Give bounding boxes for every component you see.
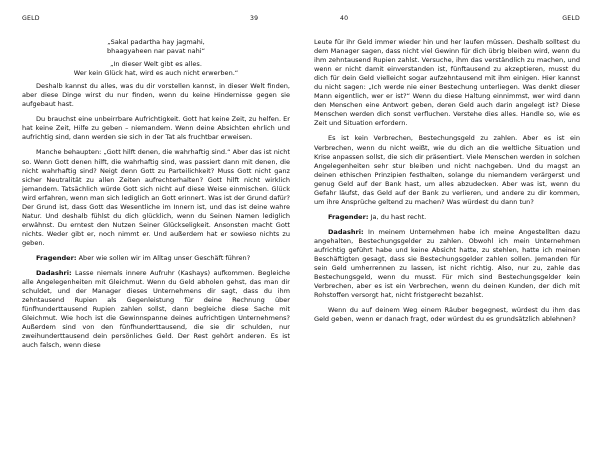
questioner-label: Fragender: — [36, 253, 77, 262]
question-text: Aber wie sollen wir im Alltag unser Geschäft führen? — [78, 253, 251, 262]
right-page-header — [314, 14, 580, 24]
quote-line-1: „In dieser Welt gibt es alles. — [110, 60, 202, 69]
paragraph-1: Leute für ihr Geld immer wieder hin und her laufen müssen. Deshalb solltest du dem Manager sagen, dass nicht viel Gewinn für dich übrig bleiben wird, wenn du ihm zehntausend Rupien zahlst. Versuche, ihm das verständlich zu machen, und wenn er nicht damit einverstanden ist, fünftausend zu akzeptieren, musst du dich für dein Geld vielleicht sogar aufzehntausend mit ihm einigen. Hier kannst du nicht sagen: „Ich werde nie einer Bestechung unterliegen. Was denkt dieser Mann eigentlich, wer er ist?“ Wenn du diese Haltung einnimmst, wer wird dann den Menschen eine Antwort geben, deren Geld auch darin angelegt ist? Diese Menschen werden dich sonst verfluchen. Verstehe dies alles. Handle so, wie es Zeit und Situation erfordern. — [314, 38, 580, 128]
answer-text: Lasse niemals innere Aufruhr (Kashays) aufkommen. Begleiche alle Angelegenheiten mit Gleichmut. Wenn du Geld abholen gehst, das man dir schuldet, und der Manager dieses Unternehmens dir sagt, dass du ihm zehntausend Rupien als Gegenleistung für deine Rechnung über fünfhunderttausend Rupien zahlen sollst, dann begleiche diese Sache mit Gleichmut. Wie hoch ist die Gewinnspanne deines aufrichtigen Unternehmens? Außerdem sind von den fünfhunderttausend, die sie dir schulden, nur zweihunderttausend dein persönliches Geld. Der Rest gehört anderen. Es ist auch falsch, wenn diese — [22, 269, 290, 350]
paragraph-3: Manche behaupten: „Gott hilft denen, die wahrhaftig sind.“ Aber das ist nicht so. Wenn Gott denen hilft, die wahrhaftig sind, was passiert dann mit denen, die nicht wahrhaftig sind? Neigt denn Gott zu Parteilichkeit? Muss Gott nicht ganz sicher Neutralität zu allen Zeiten aufrechterhalten? Gott hilft nicht wirklich jemandem. Tatsächlich würde Gott sich nicht auf diese Weise einmischen. Glück wird erfahren, wenn man sich lediglich an Gott erinnert. Was ist der Grund dafür? Der Grund ist, dass Gott das Wesentliche im Innern ist, und das ist deine wahre Natur. Und deshalb fühlst du dich glücklich, wenn du Seinen Namen lediglich erwähnst. Du erntest den Nutzen Seiner Glückseligkeit. Ansonsten macht Gott nichts. Weder gibt er, noch nimmt er. Und außerdem hat er sowieso nichts zu geben. — [22, 148, 290, 247]
dadashri-label: Dadashri: — [328, 227, 364, 236]
question-text: Ja, du hast recht. — [370, 212, 427, 221]
right-page — [300, 0, 600, 465]
paragraph-2: Es ist kein Verbrechen, Bestechungsgeld zu zahlen. Aber es ist ein Verbrechen, wenn du nicht weißt, wie du dich an die weltliche Situation und Krise anpassen sollst, die sich dir präsentiert. Viele Menschen werden in solchen Angelegenheiten sehr stur bleiben und nicht nachgeben. Und du magst an deinen ethischen Prinzipien festhalten, solange du niemandem verärgerst und genug Geld auf der Bank hast, um alles abzudecken. Aber was ist, wenn du Gefahr läufst, das Geld auf der Bank zu verlieren, und andere zu dir kommen, um ihre Ansprüche geltend zu machen? Was würdest du dann tun? — [314, 134, 580, 206]
answer-paragraph — [314, 228, 580, 300]
dadashri-label: Dadashri: — [36, 269, 72, 278]
question-paragraph — [314, 213, 580, 222]
mantra-line-2: bhaagyaheen nar pavat nahi“ — [107, 47, 205, 56]
questioner-label: Fragender: — [328, 212, 369, 221]
left-page-header — [22, 14, 290, 24]
answer-text: In meinem Unternehmen habe ich meine Angestellten dazu angehalten, Bestechungsgelder zu zahlen. Obwohl ich mein Unternehmen aufrichtig geführt habe und keine Absicht hatte, zu stehlen, hatte ich meinen Beschäftigten gesagt, dass sie Bestechungsgelder zahlen sollen. Jemanden für sein Geld umherrennen zu lassen, ist nicht richtig. Also, nur zu, zahle das Bestechungsgeld, wenn du musst. Für mich sind Bestechungsgelder kein Verbrechen, aber es ist ein Verbrechen, wenn du deinen Kunden, der dich mit Rohstoffen versorgt hat, nicht fristgerecht bezahlst. — [314, 227, 581, 300]
paragraph-2: Du brauchst eine unbeirrbare Aufrichtigkeit. Gott hat keine Zeit, zu helfen. Er hat keine Zeit, Hilfe zu geben – niemandem. Wenn deine Absichten ehrlich und aufrichtig sind, dann werden sie sich in der Tat als fruchtbar erweisen. — [22, 115, 290, 142]
page-number: 40 — [340, 15, 349, 22]
quote-line-2: Wer kein Glück hat, wird es auch nicht erwerben.“ — [73, 69, 239, 78]
mantra-line-1: „Sakal padartha hay jagmahi, — [107, 38, 205, 46]
running-title: GELD — [22, 15, 40, 23]
running-title: GELD — [562, 15, 580, 22]
paragraph-3: Wenn du auf deinem Weg einem Räuber begegnest, würdest du ihm das Geld geben, wenn er danach fragt, oder würdest du es grundsätzlich ablehnen? — [314, 306, 580, 324]
page-number: 39 — [250, 15, 259, 22]
paragraph-1: Deshalb kannst du alles, was du dir vorstellen kannst, in dieser Welt finden, aber diese Dinge wirst du nur finden, wenn du keine Hindernisse gegen sie aufgebaut hast. — [22, 82, 290, 109]
answer-paragraph — [22, 269, 290, 350]
question-paragraph — [22, 254, 290, 263]
